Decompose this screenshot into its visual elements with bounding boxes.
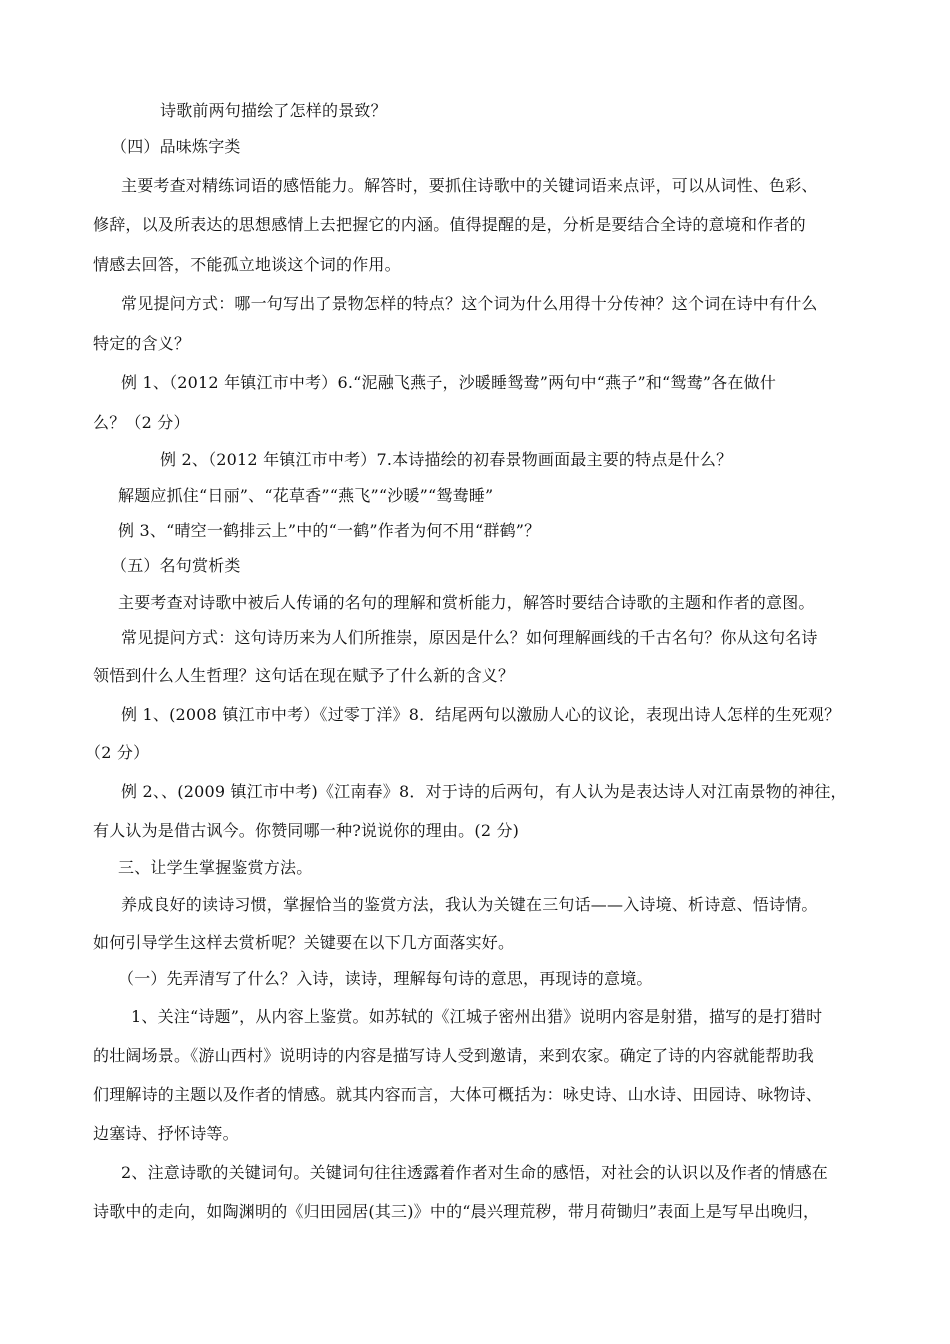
text-line: 们理解诗的主题以及作者的情感。就其内容而言，大体可概括为：咏史诗、山水诗、田园诗、咏物诗、 (93, 1085, 823, 1104)
text-line: 的壮阔场景。《游山西村》说明诗的内容是描写诗人受到邀请，来到农家。确定了诗的内容就能帮助我 (93, 1046, 815, 1065)
section-heading: 三、让学生掌握鉴赏方法。 (118, 858, 313, 877)
text-line: 常见提问方式：哪一句写出了景物怎样的特点？这个词为什么用得十分传神？这个词在诗中有什么 (121, 294, 818, 313)
text-line: 解题应抓住“日丽”、“花草香”“燕飞”“沙暖”“鸳鸯睡” (118, 486, 494, 505)
text-line: （2 分） (85, 743, 150, 762)
text-line: 诗歌中的走向，如陶渊明的《归田园居(其三)》中的“晨兴理荒秽，带月荷锄归”表面上是写早出晚归， (93, 1202, 820, 1221)
text-line: 养成良好的读诗习惯，掌握恰当的鉴赏方法，我认为关键在三句话——入诗境、析诗意、悟诗情。 (121, 895, 818, 914)
text-line: 边塞诗、抒怀诗等。 (93, 1124, 239, 1143)
text-line: 么？（2 分） (93, 413, 190, 432)
example-line: 例 3、“晴空一鹤排云上”中的“一鹤”作者为何不用“群鹤”？ (118, 521, 541, 540)
section-heading: （四）品味炼字类 (111, 137, 241, 156)
example-line: 例 2、、(2009 镇江市中考)《江南春》8．对于诗的后两句，有人认为是表达诗人对江南景物的神往， (121, 782, 847, 801)
text-line: 特定的含义？ (93, 334, 191, 353)
example-line: 例 1、（2012 年镇江市中考）6.“泥融飞燕子，沙暖睡鸳鸯”两句中“燕子”和“鸳鸯”各在做什 (121, 373, 777, 392)
text-line: 1、关注“诗题”，从内容上鉴赏。如苏轼的《江城子密州出猎》说明内容是射猎，描写的是打猎时 (131, 1007, 823, 1026)
text-line: 情感去回答，不能孤立地谈这个词的作用。 (93, 255, 401, 274)
example-line: 例 2、（2012 年镇江市中考）7.本诗描绘的初春景物画面最主要的特点是什么？ (160, 450, 733, 469)
text-line: 如何引导学生这样去赏析呢？关键要在以下几方面落实好。 (93, 933, 515, 952)
section-heading: （五）名句赏析类 (111, 556, 241, 575)
text-line: 常见提问方式：这句诗历来为人们所推崇，原因是什么？如何理解画线的千古名句？你从这句名诗 (121, 628, 818, 647)
text-line: 修辞，以及所表达的思想感情上去把握它的内涵。值得提醒的是，分析是要结合全诗的意境和作者的 (93, 215, 806, 234)
text-line: 有人认为是借古讽今。你赞同哪一种?说说你的理由。(2 分) (93, 821, 520, 840)
text-line: 主要考查对诗歌中被后人传诵的名句的理解和赏析能力，解答时要结合诗歌的主题和作者的意图。 (118, 593, 815, 612)
example-line: 例 1、(2008 镇江市中考）《过零丁洋》8．结尾两句以激励人心的议论，表现出诗人怎样的生死观？ (121, 705, 841, 724)
text-line: 诗歌前两句描绘了怎样的景致？ (160, 101, 387, 120)
text-line: 2、注意诗歌的关键词句。关键词句往往透露着作者对生命的感悟，对社会的认识以及作者的情感在 (121, 1163, 828, 1182)
subsection-heading: （一）先弄清写了什么？入诗，读诗，理解每句诗的意思，再现诗的意境。 (118, 969, 653, 988)
text-line: 主要考查对精练词语的感悟能力。解答时，要抓住诗歌中的关键词语来点评，可以从词性、色彩、 (121, 176, 818, 195)
text-line: 领悟到什么人生哲理？这句话在现在赋予了什么新的含义？ (93, 666, 515, 685)
